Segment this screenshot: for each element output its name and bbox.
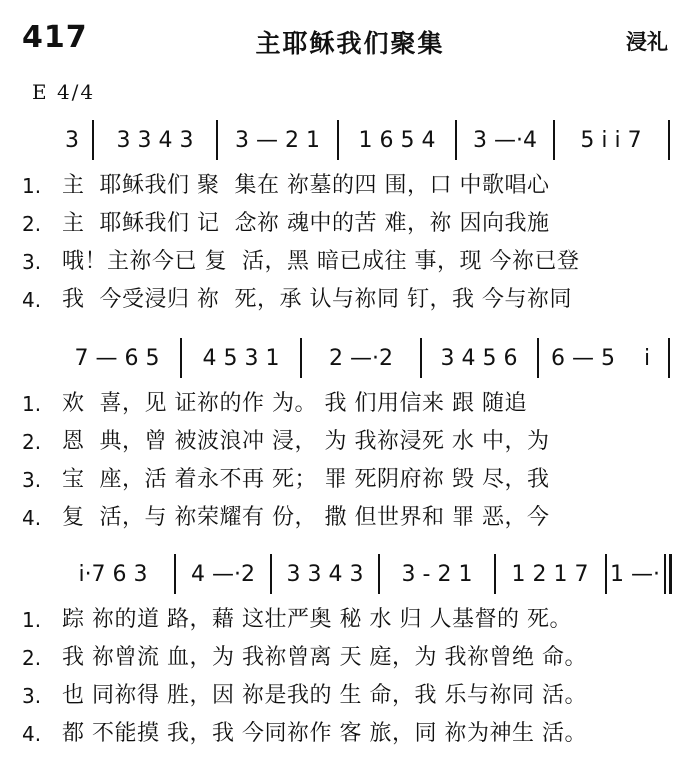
verse-number: 2. xyxy=(22,430,42,454)
hymn-header xyxy=(0,18,700,62)
lyric-text: 主 耶稣我们 记 念祢 魂中的苦 难，祢 因向我施 xyxy=(62,211,550,236)
measure: 1 —· xyxy=(610,561,660,587)
bar-line xyxy=(455,120,457,160)
lyric-line xyxy=(0,386,700,422)
verse-number: 1. xyxy=(22,174,42,198)
bar-line xyxy=(300,338,302,378)
verse-number: 2. xyxy=(22,212,42,236)
bar-line xyxy=(494,554,496,594)
measure: 2 —·2 xyxy=(329,345,393,371)
bar-line xyxy=(420,338,422,378)
lyric-line xyxy=(0,206,700,242)
lyric-line xyxy=(0,462,700,498)
key-signature: E 4/4 xyxy=(32,80,96,104)
notation-row xyxy=(0,336,700,380)
measure: 3 3 4 3 xyxy=(286,561,364,587)
hymn-category: 浸礼 xyxy=(626,30,668,54)
lyric-text: 也 同祢得 胜，因 祢是我的 生 命，我 乐与祢同 活。 xyxy=(62,683,587,708)
measure: 7 — 6 5 xyxy=(74,345,160,371)
measure: 3 4 5 6 xyxy=(440,345,518,371)
notation-row xyxy=(0,552,700,596)
bar-line xyxy=(378,554,380,594)
measure: 3 xyxy=(65,127,79,153)
bar-line xyxy=(668,120,670,160)
measure: 3 - 2 1 xyxy=(401,561,473,587)
bar-line xyxy=(270,554,272,594)
hymn-title: 主耶稣我们聚集 xyxy=(255,29,445,58)
verse-number: 4. xyxy=(22,722,42,746)
bar-line xyxy=(337,120,339,160)
lyric-line xyxy=(0,244,700,280)
lyric-text: 欢 喜，见 证祢的作 为。 我 们用信来 跟 随追 xyxy=(62,391,527,416)
hymn-number: 417 xyxy=(22,20,88,55)
measure: 4 5 3 1 xyxy=(202,345,280,371)
lyric-text: 恩 典，曾 被波浪冲 浸， 为 我祢浸死 水 中，为 xyxy=(62,429,550,454)
final-bar-line xyxy=(669,554,672,594)
verse-number: 3. xyxy=(22,250,42,274)
lyric-text: 复 活，与 祢荣耀有 份， 撒 但世界和 罪 恶，今 xyxy=(62,505,550,530)
notation-row xyxy=(0,118,700,162)
measure: 3 3 4 3 xyxy=(116,127,194,153)
lyric-text: 我 今受浸归 祢 死，承 认与祢同 钉，我 今与祢同 xyxy=(62,287,572,312)
lyric-line xyxy=(0,678,700,714)
lyric-line xyxy=(0,282,700,318)
verse-number: 3. xyxy=(22,684,42,708)
bar-line xyxy=(553,120,555,160)
verse-number: 1. xyxy=(22,392,42,416)
measure: 4 —·2 xyxy=(191,561,255,587)
lyric-line xyxy=(0,424,700,460)
measure: 3 —·4 xyxy=(473,127,537,153)
bar-line xyxy=(605,554,607,594)
measure: 1 6 5 4 xyxy=(358,127,436,153)
verse-number: 2. xyxy=(22,646,42,670)
bar-line xyxy=(668,338,670,378)
measure: 5 i i 7 xyxy=(580,127,642,153)
bar-line xyxy=(537,338,539,378)
bar-line xyxy=(92,120,94,160)
lyric-text: 都 不能摸 我，我 今同祢作 客 旅，同 祢为神生 活。 xyxy=(62,721,587,746)
measure: 6 — 5 xyxy=(551,345,615,371)
measure: 3 — 2 1 xyxy=(235,127,320,153)
verse-number: 4. xyxy=(22,288,42,312)
lyric-text: 我 祢曾流 血，为 我祢曾离 天 庭，为 我祢曾绝 命。 xyxy=(62,645,587,670)
measure: i xyxy=(643,345,651,371)
lyric-line xyxy=(0,716,700,752)
bar-line xyxy=(664,554,666,594)
lyric-text: 踪 祢的道 路，藉 这壮严奥 秘 水 归 人基督的 死。 xyxy=(62,607,572,632)
measure: i·7 6 3 xyxy=(78,561,148,587)
measure: 1 2 1 7 xyxy=(511,561,589,587)
lyric-line xyxy=(0,640,700,676)
lyric-text: 哦！主祢今已 复 活，黑 暗已成往 事，现 今祢已登 xyxy=(62,249,580,274)
bar-line xyxy=(174,554,176,594)
bar-line xyxy=(216,120,218,160)
lyric-line xyxy=(0,168,700,204)
lyric-text: 主 耶稣我们 聚 集在 祢墓的四 围，口 中歌唱心 xyxy=(62,173,550,198)
lyric-line xyxy=(0,602,700,638)
verse-number: 4. xyxy=(22,506,42,530)
lyric-line xyxy=(0,500,700,536)
bar-line xyxy=(180,338,182,378)
verse-number: 1. xyxy=(22,608,42,632)
lyric-text: 宝 座，活 着永不再 死； 罪 死阴府祢 毁 尽，我 xyxy=(62,467,550,492)
verse-number: 3. xyxy=(22,468,42,492)
